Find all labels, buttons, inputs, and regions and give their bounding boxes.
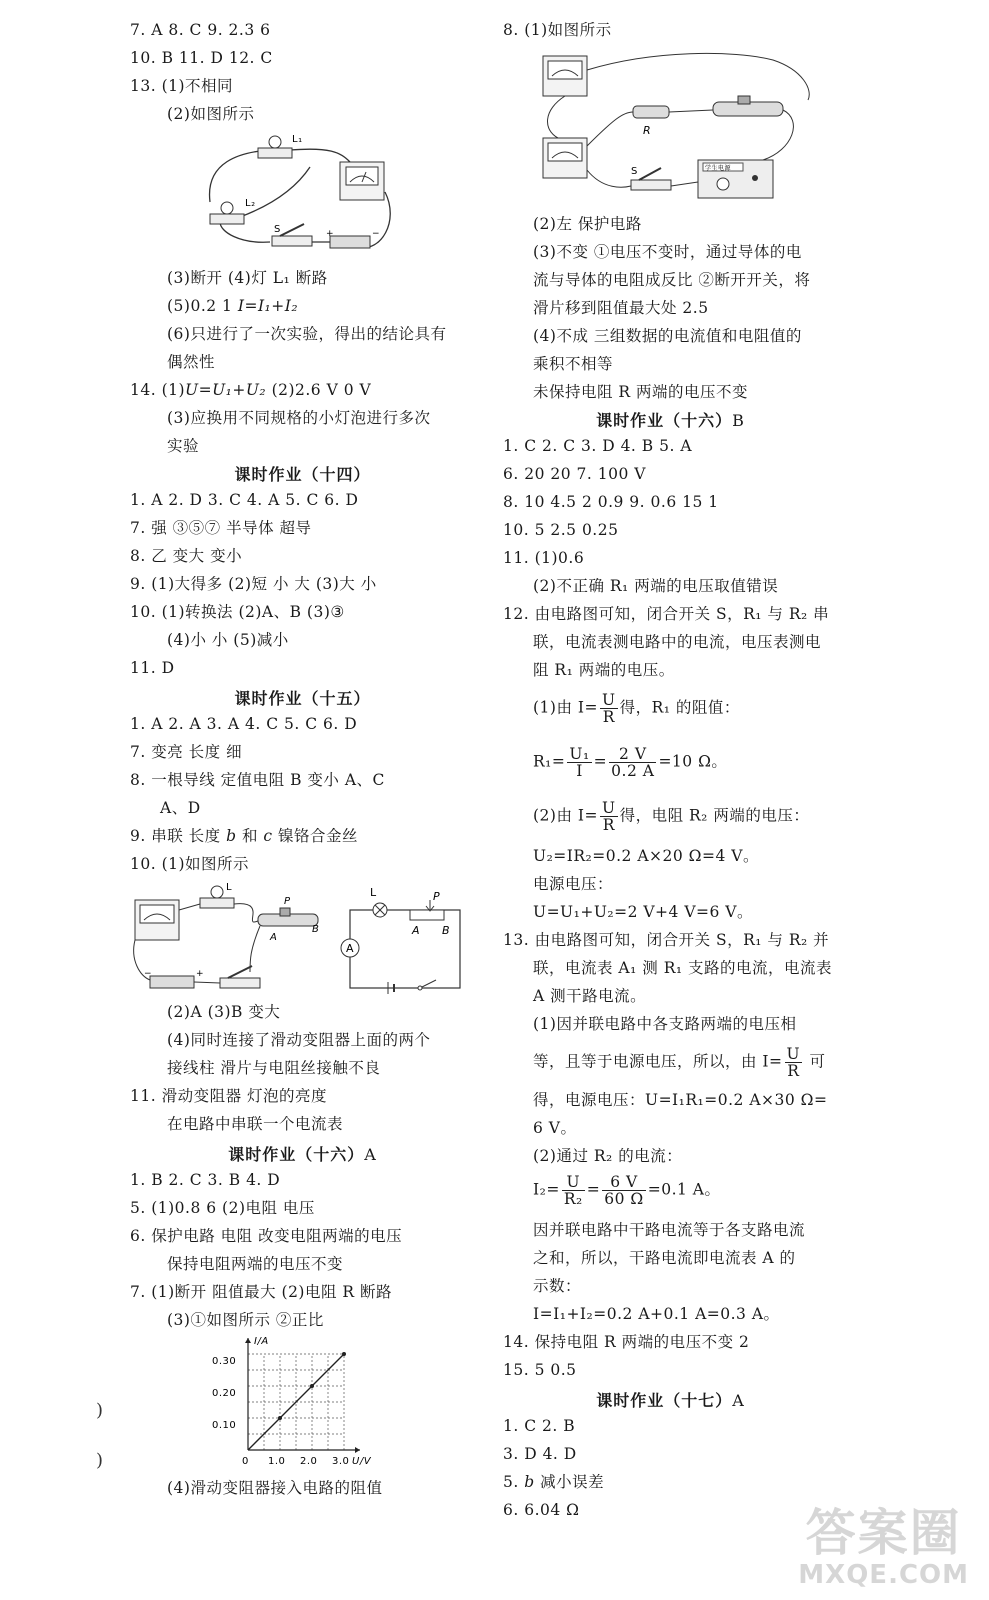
answer-line: 7. A 8. C 9. 2.3 6 [130,21,271,39]
data-point [278,1416,282,1420]
answer-line: 5. b 减小误差 [503,1473,605,1491]
answer-line: 8. 乙 变大 变小 [130,547,243,565]
answer-line: 示数： [533,1277,582,1295]
answer-line: 接线柱 滑片与电阻丝接触不良 [167,1059,381,1077]
answer-line: 未保持电阻 R 两端的电压不变 [533,383,749,401]
equation-line: R₁= $\frac{\text{U₁}}{I}$ = $\frac{2 V}{0.2 A}$ =10 Ω。 [533,745,728,780]
answer-line: 6. 6.04 Ω [503,1501,580,1519]
section-heading: 课时作业（十六）B [596,411,745,430]
answer-line: (2)如图所示 [167,105,255,123]
answer-line: A 测干路电流。 [533,987,647,1005]
equation-line: (1)由 I= $\frac{U}{R}$ 得，R₁ 的阻值： [533,691,740,726]
watermark: 答案圈 MXQE.COM [798,1504,969,1590]
x-tick-label: 2.0 [300,1456,318,1467]
ammeter-label: A [346,942,355,955]
answer-line: 9. (1)大得多 (2)短 小 大 (3)大 小 [130,575,377,593]
lamp-label: L [370,886,377,899]
answer-line: 7. (1)断开 阻值最大 (2)电阻 R 断路 [130,1283,393,1301]
answer-line: 联，电流表 A₁ 测 R₁ 支路的电流，电流表 [533,959,833,977]
answer-line: 1. C 2. C 3. D 4. B 5. A [503,437,693,455]
equation-line: 等，且等于电源电压，所以，由 I= $\frac{U}{R}$ 可 [533,1045,826,1080]
answer-line: 偶然性 [167,353,216,371]
answer-line: 滑片移到阻值最大处 2.5 [533,299,709,317]
answer-line: 得，电源电压：U=I₁R₁=0.2 A×30 Ω= [533,1091,828,1109]
answer-line: (2)通过 R₂ 的电流： [533,1147,683,1165]
data-point [310,1384,314,1388]
answer-line: 阻 R₁ 两端的电压。 [533,661,675,679]
answer-line: 13. (1)不相同 [130,77,234,95]
answer-line: 电源电压： [533,875,614,893]
power-supply-label: 学生电源 [705,165,732,172]
answer-line: 8. 一根导线 定值电阻 B 变小 A、C [130,771,385,789]
svg-text:+: + [326,229,335,239]
lamp-label: L₂ [245,198,256,209]
answer-line: 1. C 2. B [503,1417,576,1435]
equation-line: I₂= $\frac{U}{\text{R₂}}$ = $\frac{6 V}{60 \Omega}$ =0.1 A。 [533,1173,721,1208]
answer-line: 实验 [167,437,200,455]
answer-line: (2)A (3)B 变大 [167,1003,281,1021]
equation-line: (2)由 I= $\frac{U}{R}$ 得，电阻 R₂ 两端的电压： [533,799,810,834]
answer-line: 6. 20 20 7. 100 V [503,465,646,483]
answer-line: 11. D [130,659,175,677]
answer-line: 6. 保护电路 电阻 改变电阻两端的电压 [130,1227,403,1245]
circuit-diagram-q13 [200,132,410,264]
answer-line: 8. 10 4.5 2 0.9 9. 0.6 15 1 [503,493,719,511]
data-point [342,1352,346,1356]
answer-line: (6)只进行了一次实验，得出的结论具有 [167,325,447,343]
terminal-label: B [312,924,320,935]
answer-line: 14. 保持电阻 R 两端的电压不变 2 [503,1333,750,1351]
answer-line: 15. 5 0.5 [503,1361,577,1379]
answer-line: 6 V。 [533,1119,577,1137]
y-tick-label: 0.30 [212,1356,237,1367]
y-tick-label: 0.10 [212,1420,237,1431]
answer-line: (3)不变 ①电压不变时，通过导体的电 [533,243,802,261]
switch-label: S [274,224,281,235]
x-axis-label: U/V [352,1456,372,1467]
answer-line: (4)小 小 (5)减小 [167,631,289,649]
section-heading: 课时作业（十五） [234,689,371,708]
terminal-label: A [270,932,278,943]
answer-line: I=I₁+I₂=0.2 A+0.1 A=0.3 A。 [533,1305,780,1323]
answer-line: (2)不正确 R₁ 两端的电压取值错误 [533,577,779,595]
answer-line: (4)滑动变阻器接入电路的阻值 [167,1479,383,1497]
answer-line: 13. 由电路图可知，闭合开关 S，R₁ 与 R₂ 并 [503,931,830,949]
x-tick-label: 3.0 [332,1456,350,1467]
answer-line: 7. 变亮 长度 细 [130,743,243,761]
current-voltage-graph [208,1332,378,1472]
answer-line: 14. (1)U=U₁+U₂ (2)2.6 V 0 V [130,381,372,399]
answer-line: A、D [160,799,201,817]
terminal-label: B [442,924,451,937]
answer-line: 10. (1)如图所示 [130,855,250,873]
circuit-diagram-q10 [130,880,475,994]
circuit-diagram-q8 [533,50,833,200]
y-axis-label: I/A [254,1336,269,1347]
answer-line: 在电路中串联一个电流表 [167,1115,344,1133]
answer-line: (3)①如图所示 ②正比 [167,1311,324,1329]
answer-line: 1. B 2. C 3. B 4. D [130,1171,281,1189]
answer-line: 9. 串联 长度 b 和 c 镍铬合金丝 [130,827,358,845]
svg-text:+: + [196,969,205,979]
answer-line: 5. (1)0.8 6 (2)电阻 电压 [130,1199,315,1217]
answer-line: 10. 5 2.5 0.25 [503,521,619,539]
margin-mark: ) [96,1400,104,1421]
answer-line: (2)左 保护电路 [533,215,642,233]
answer-line: 保持电阻两端的电压不变 [167,1255,344,1273]
answer-line: 10. (1)转换法 (2)A、B (3)③ [130,603,345,621]
answer-line: (3)断开 (4)灯 L₁ 断路 [167,269,328,287]
answer-line: 12. 由电路图可知，闭合开关 S，R₁ 与 R₂ 串 [503,605,830,623]
terminal-label: A [412,924,421,937]
answer-line: 10. B 11. D 12. C [130,49,273,67]
svg-text:−: − [372,229,381,239]
margin-mark: ) [96,1450,104,1471]
lamp-label: L [226,882,233,893]
answer-line: (4)同时连接了滑动变阻器上面的两个 [167,1031,431,1049]
svg-text:−: − [144,969,153,979]
resistor-label: R [643,124,652,137]
answer-line: (4)不成 三组数据的电流值和电阻值的 [533,327,802,345]
answer-line: (5)0.2 1 I=I₁+I₂ [167,297,299,315]
answer-line: 1. A 2. D 3. C 4. A 5. C 6. D [130,491,359,509]
section-heading: 课时作业（十七）A [596,1391,745,1410]
answer-line: 8. (1)如图所示 [503,21,612,39]
answer-line: 联，电流表测电路中的电流，电压表测电 [533,633,822,651]
answer-line: 之和，所以，干路电流即电流表 A 的 [533,1249,796,1267]
answer-line: 1. A 2. A 3. A 4. C 5. C 6. D [130,715,358,733]
answer-line: 7. 强 ③⑤⑦ 半导体 超导 [130,519,312,537]
answer-line: 流与导体的电阻成反比 ②断开开关，将 [533,271,811,289]
slider-label: P [433,890,441,903]
slider-label: P [284,896,291,907]
answer-line: U=U₁+U₂=2 V+4 V=6 V。 [533,903,753,921]
answer-line: 乘积不相等 [533,355,614,373]
answer-line: 3. D 4. D [503,1445,577,1463]
x-tick-label: 0 [242,1456,249,1467]
section-heading: 课时作业（十六）A [228,1145,377,1164]
x-tick-label: 1.0 [268,1456,286,1467]
answer-line: 11. 滑动变阻器 灯泡的亮度 [130,1087,328,1105]
y-tick-label: 0.20 [212,1388,237,1399]
answer-line: (1)因并联电路中各支路两端的电压相 [533,1015,797,1033]
switch-label: S [631,166,638,177]
answer-line: (3)应换用不同规格的小灯泡进行多次 [167,409,431,427]
answer-line: 因并联电路中干路电流等于各支路电流 [533,1221,806,1239]
answer-line: U₂=IR₂=0.2 A×20 Ω=4 V。 [533,847,759,865]
answer-line: 11. (1)0.6 [503,549,585,567]
lamp-label: L₁ [292,134,303,145]
section-heading: 课时作业（十四） [234,465,371,484]
